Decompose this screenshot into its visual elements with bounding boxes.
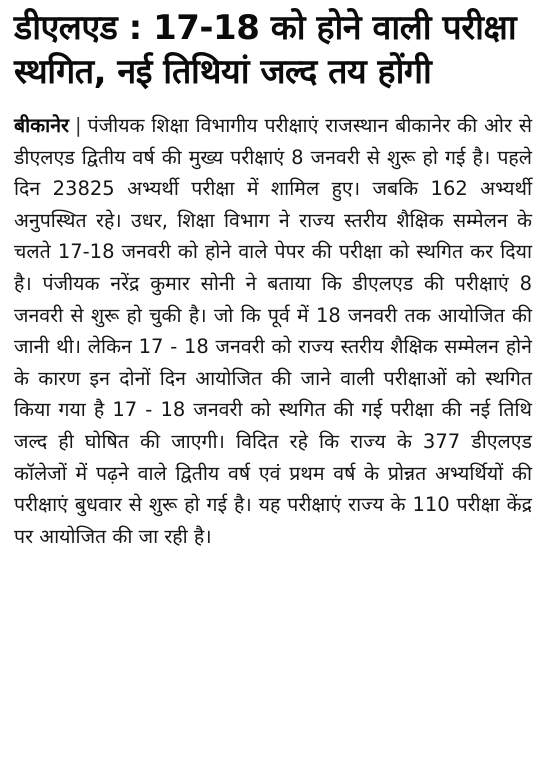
- dateline: बीकानेर: [14, 114, 70, 137]
- headline-line-2: स्थगित, नई तिथियां जल्द तय होंगी: [14, 52, 432, 92]
- headline: [14, 6, 532, 94]
- article-body: [14, 110, 532, 552]
- headline-line-1: डीएलएड : 17-18 को होने वाली परीक्षा: [14, 8, 517, 48]
- dateline-separator: |: [75, 114, 82, 137]
- article-text: पंजीयक शिक्षा विभागीय परीक्षाएं राजस्थान बीकानेर की ओर से डीएलएड द्वितीय वर्ष की मुख्य परीक्षाएं 8 जनवरी से शुरू हो गई है। पहले दिन 23825 अभ्यर्थी परीक्षा में शामिल हुए। जबकि 162 अभ्यर्थी अनुपस्थित रहे। उधर, शिक्षा विभाग ने राज्य स्तरीय शैक्षिक सम्मेलन के चलते 17-18 जनवरी को होने वाले पेपर की परीक्षा को स्थगित कर दिया है। पंजीयक नरेंद्र कुमार सोनी ने बताया कि डीएलएड की परीक्षाएं 8 जनवरी से शुरू हो चुकी है। जो कि पूर्व में 18 जनवरी तक आयोजित की जानी थी। लेकिन 17 - 18 जनवरी को राज्य स्तरीय शैक्षिक सम्मेलन होने के कारण इन दोनों दिन आयोजित की जाने वाली परीक्षाओं को स्थगित किया गया है 17 - 18 जनवरी को स्थगित की गई परीक्षा की नई तिथि जल्द ही घोषित की जाएगी। विदित रहे कि राज्य के 377 डीएलएड कॉलेजों में पढ़ने वाले द्वितीय वर्ष एवं प्रथम वर्ष के प्रोन्नत अभ्यर्थियों की परीक्षाएं बुधवार से शुरू हो गई है। यह परीक्षाएं राज्य के 110 परीक्षा केंद्र पर आयोजित की जा रही है।: [14, 114, 532, 548]
